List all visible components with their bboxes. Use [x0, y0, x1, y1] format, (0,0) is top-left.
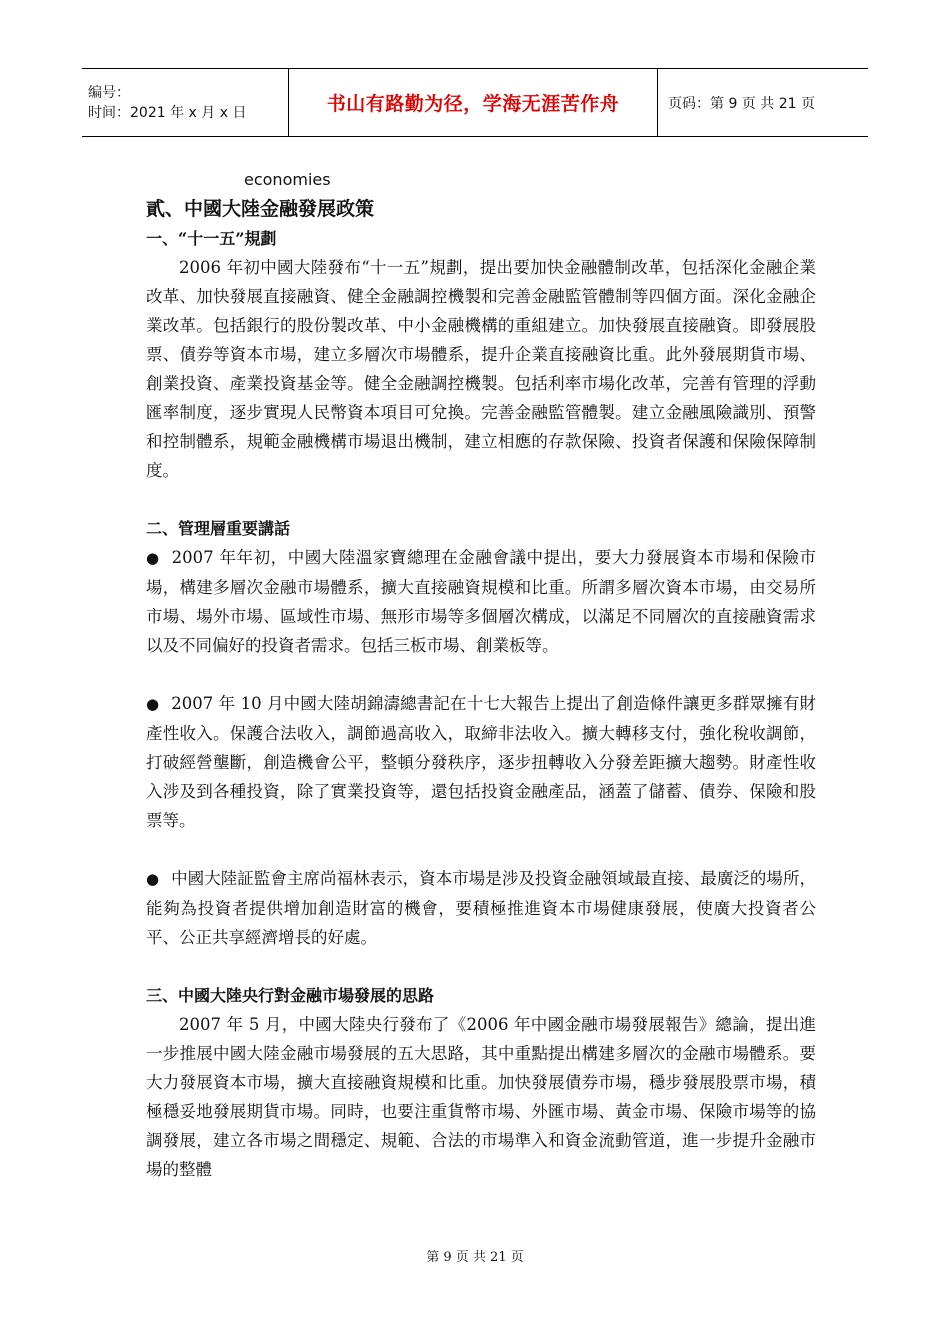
- bullet-icon: ●: [146, 695, 160, 713]
- section-title: 貳、中國大陸金融發展政策: [146, 198, 375, 220]
- bullet-item: [146, 864, 816, 952]
- spacer: [146, 835, 816, 864]
- header-meta: [82, 69, 289, 136]
- spacer: [146, 660, 816, 689]
- bullet-text: 中國大陸証監會主席尚福林表示，資本市場是涉及投資金融領域最直接、最廣泛的場所，能夠為投資者提供增加創造財富的機會，要積極推進資本市場健康發展，使廣大投資者公平、公正共享經濟增長的好處。: [146, 869, 816, 947]
- bullet-text: 2007 年 10 月中國大陸胡錦濤總書記在十七大報告上提出了創造條件讓更多群眾擁有財產性收入。保護合法收入，調節過高收入，取締非法收入。擴大轉移支付，強化稅收調節，打破經營壟斷，創造機會公平，整頓分發秩序，逐步扭轉收入分發差距擴大趨勢。財產性收入涉及到各種投資，除了實業投資等，還包括投資金融產品，涵蓋了儲蓄、債券、保險和股票等。: [146, 694, 816, 830]
- bullet-item: [146, 543, 816, 660]
- spacer: [146, 485, 816, 514]
- document-body: [146, 165, 816, 1184]
- page-footer: 第 9 页 共 21 页: [426, 1250, 524, 1265]
- bullet-icon: ●: [146, 870, 160, 888]
- subsection-title-1: 一、“十一五”規劃: [146, 229, 277, 248]
- bullet-icon: ●: [146, 549, 160, 567]
- paragraph-central-bank: 2007 年 5 月，中國大陸央行發布了《2006 年中國金融市場發展報告》總論，提出進一步推展中國大陸金融市場發展的五大思路，其中重點提出構建多層次的金融市場體系。要大力發展資本市場，擴大直接融資規模和比重。加快發展債券市場，穩步發展股票市場，積極穩妥地發展期貨市場。同時，也要注重貨幣市場、外匯市場、黃金市場、保險市場等的協調發展，建立各市場之間穩定、規範、合法的市場準入和資金流動管道，進一步提升金融市場的整體: [146, 1015, 816, 1179]
- header-motto: 书山有路勤为径，学海无涯苦作舟: [326, 93, 620, 115]
- page-header: [82, 68, 868, 137]
- paragraph-five-year-plan: 2006 年初中國大陸發布“十一五”規劃，提出要加快金融體制改革，包括深化金融企業改革、加快發展直接融資、健全金融調控機製和完善金融監管體制等四個方面。深化金融企業改革。包括銀行的股份製改革、中小金融機構的重組建立。加快發展直接融資。即發展股票、債券等資本市場，建立多層次市場體系，提升企業直接融資比重。此外發展期貨市場、創業投資、產業投資基金等。健全金融調控機製。包括利率市場化改革，完善有管理的浮動匯率制度，逐步實現人民幣資本項目可兌換。完善金融監管體製。建立金融風險識別、預警和控制體系，規範金融機構市場退出機制，建立相應的存款保險、投資者保護和保險保障制度。: [146, 258, 816, 480]
- english-word: economies: [244, 170, 331, 189]
- header-motto-cell: [289, 69, 658, 136]
- header-page-number: 页码：第 9 页 共 21 页: [668, 95, 815, 112]
- header-page-cell: [658, 69, 868, 136]
- document-date: 时间：2021 年 x 月 x 日: [88, 104, 247, 121]
- subsection-title-2: 二、管理層重要講話: [146, 519, 291, 538]
- bullet-text: 2007 年年初，中國大陸溫家寶總理在金融會議中提出，要大力發展資本市場和保險市場，構建多層次金融市場體系，擴大直接融資規模和比重。所謂多層次資本市場，由交易所市場、場外市場、區域性市場、無形市場等多個層次構成，以滿足不同層次的直接融資需求以及不同偏好的投資者需求。包括三板市場、創業板等。: [146, 548, 816, 655]
- bullet-item: [146, 689, 816, 835]
- spacer: [146, 952, 816, 981]
- document-number-label: 编号：: [88, 84, 130, 101]
- subsection-title-3: 三、中國大陸央行對金融市場發展的思路: [146, 986, 435, 1005]
